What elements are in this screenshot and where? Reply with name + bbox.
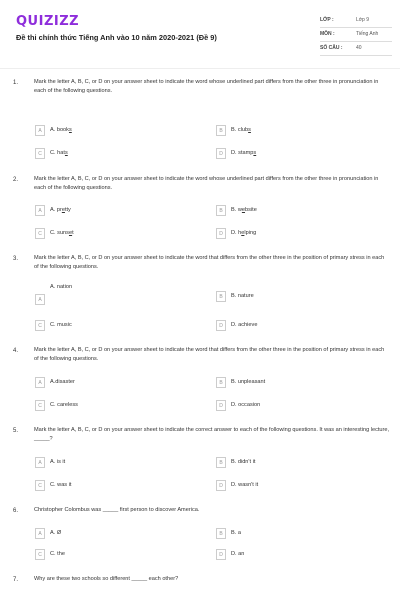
option-text: A. nation [50, 284, 73, 290]
meta-row-class [320, 14, 392, 28]
option-letter-box: A [35, 457, 45, 468]
option-letter-box: C [35, 228, 45, 239]
question-text: Mark the letter A, B, C, or D on your answer sheet to indicate the word that differs from the other three in the position of primary stress in each of the following questions. [34, 255, 385, 270]
class-value: Lớp 9 [356, 17, 370, 23]
option-letter-box: C [35, 549, 45, 560]
option-letter-box: D [216, 148, 226, 159]
option-letter-box: B [216, 291, 226, 302]
option-text: D. stamps [231, 150, 257, 156]
option-letter-box: B [216, 125, 226, 136]
option-text: C. the [50, 551, 65, 557]
subject-value: Tiếng Anh [356, 31, 379, 37]
quizizz-logo: QUIZIZZ [16, 14, 80, 29]
option-text: D. achieve [231, 322, 258, 328]
option-letter-box: A [35, 205, 45, 216]
option-letter-box: B [216, 205, 226, 216]
option-text: A. is it [50, 459, 66, 465]
option-text: D. occasion [231, 402, 261, 408]
question-text: Mark the letter A, B, C, or D on your answer sheet to indicate the correct answer to each of the following questions. It was an interesting lecture, _____? [34, 427, 390, 442]
option-letter-box: A [35, 125, 45, 136]
question-text: Mark the letter A, B, C, or D on your answer sheet to indicate the word whose underlined part differs from the other three in pronunciation in each of the following questions. [34, 79, 379, 94]
option-letter-box: C [35, 480, 45, 491]
option-text: C. sunset [50, 230, 74, 236]
page-title: Đề thi chính thức Tiếng Anh vào 10 năm 2020-2021 (Đề 9) [16, 33, 217, 42]
option-letter-box: B [216, 528, 226, 539]
option-text: D. an [231, 551, 245, 557]
option-letter-box: B [216, 457, 226, 468]
option-text: B. clubs [231, 127, 251, 133]
option-text: A.disaster [50, 379, 75, 385]
option-text: B. unpleasant [231, 379, 266, 385]
worksheet-header [0, 0, 400, 70]
option-letter-box: D [216, 400, 226, 411]
question-number: 6. [13, 508, 19, 514]
option-letter-box: A [35, 528, 45, 539]
meta-row-count [320, 42, 392, 56]
option-letter-box: C [35, 320, 45, 331]
option-text: A. pretty [50, 207, 71, 213]
option-text: B. nature [231, 293, 254, 299]
option-letter-box: D [216, 228, 226, 239]
option-text: A. books [50, 127, 72, 133]
question-number: 5. [13, 428, 19, 434]
option-letter-box: C [35, 400, 45, 411]
question-number: 1. [13, 80, 19, 86]
option-text: A. Ø [50, 530, 62, 536]
option-text: B. didn't it [231, 459, 256, 465]
option-letter-box: D [216, 549, 226, 560]
option-text: D. helping [231, 230, 257, 236]
question-number: 3. [13, 256, 19, 262]
option-text: B. website [231, 207, 257, 213]
question-number: 4. [13, 348, 19, 354]
option-letter-box: A [35, 294, 45, 305]
option-letter-box: C [35, 148, 45, 159]
option-letter-box: D [216, 480, 226, 491]
header-divider [0, 68, 400, 69]
option-text: C. hats [50, 150, 68, 156]
question-text: Why are these two schools so different _____ each other? [34, 576, 179, 582]
option-text: C. careless [50, 402, 78, 408]
option-letter-box: B [216, 377, 226, 388]
question-number: 2. [13, 177, 19, 183]
class-label: LỚP : [320, 17, 334, 23]
question-count-value: 40 [356, 45, 362, 51]
option-text: C. was it [50, 482, 72, 488]
meta-row-subject [320, 28, 392, 42]
subject-label: MÔN : [320, 31, 335, 37]
option-text: C. music [50, 322, 72, 328]
option-text: B. a [231, 530, 241, 536]
question-text: Mark the letter A, B, C, or D on your answer sheet to indicate the word that differs from the other three in the position of primary stress in each of the following questions. [34, 347, 385, 362]
worksheet-meta [320, 14, 392, 56]
question-text: Christopher Colombus was _____ first person to discover America. [34, 507, 200, 513]
question-text: Mark the letter A, B, C, or D on your answer sheet to indicate the word whose underlined part differs from the other three in pronunciation in each of the following questions. [34, 176, 379, 191]
option-letter-box: D [216, 320, 226, 331]
option-letter-box: A [35, 377, 45, 388]
option-text: D. wasn't it [231, 482, 259, 488]
question-count-label: SỐ CÂU : [320, 45, 343, 51]
question-number: 7. [13, 577, 19, 583]
